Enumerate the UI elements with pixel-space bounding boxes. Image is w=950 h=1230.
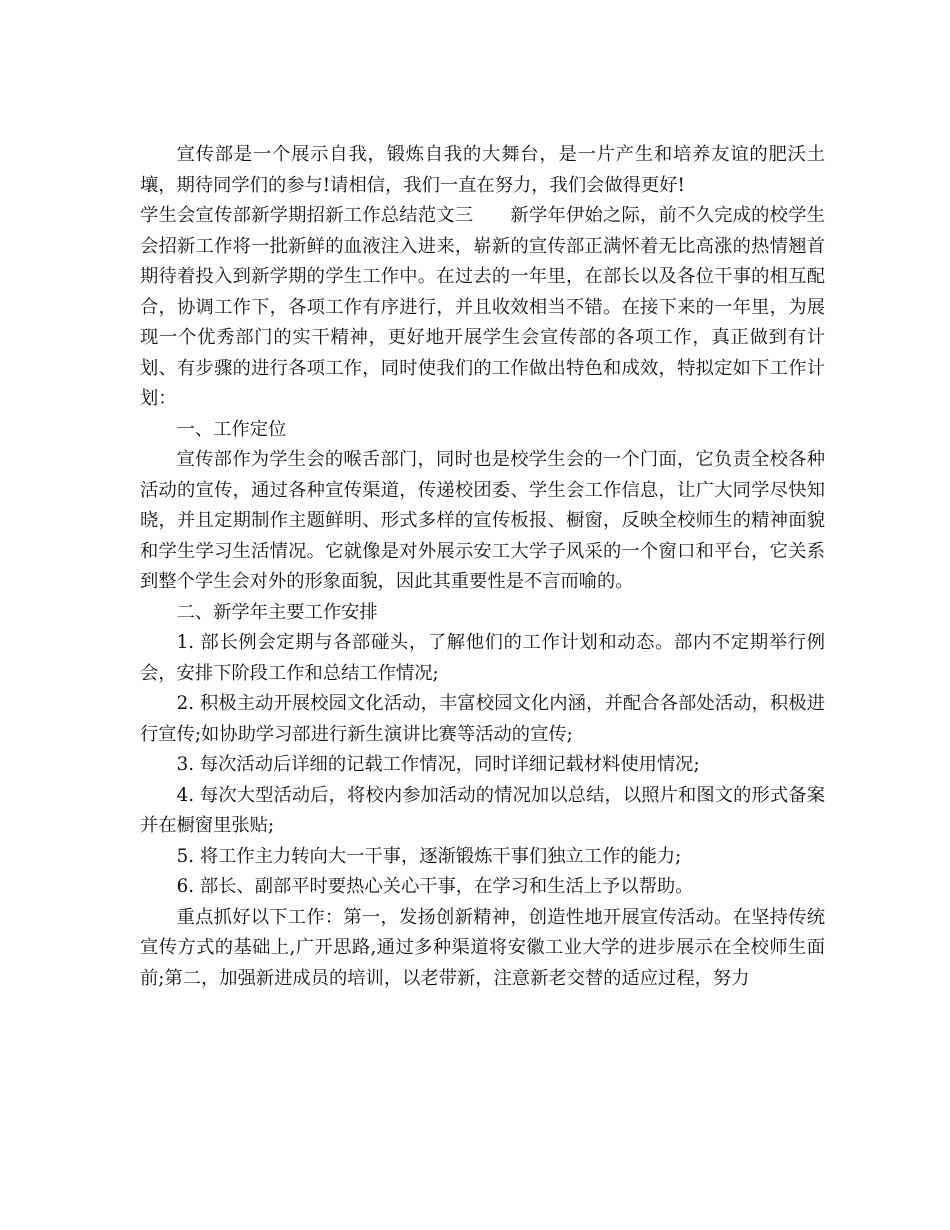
section-heading-positioning: 一、工作定位 [176,418,287,440]
paragraph-intro: 宣传部是一个展示自我，锻炼自我的大舞台，是一片产生和培养友谊的肥沃土壤，期待同学们的参与!请相信，我们一直在努力，我们会做得更好! [140,144,825,196]
list-item: 2. 积极主动开展校园文化活动，丰富校园文化内涵，并配合各部处活动，积极进行宣传;如协助学习部进行新生演讲比赛等活动的宣传; [140,693,825,745]
list-item: 6. 部长、副部平时要热心关心干事，在学习和生活上予以帮助。 [176,876,694,897]
section-heading-arrangements: 二、新学年主要工作安排 [176,601,378,623]
paragraph-summary-title: 学生会宣传部新学期招新工作总结范文三 新学年伊始之际，前不久完成的校学生会招新工作将一批新鲜的血液注入进来，崭新的宣传部正满怀着无比高涨的热情翘首期待着投入到新学期的学生工作中。在过去的一年里，在部长以及各位干事的相互配合，协调工作下，各项工作有序进行，并且收效相当不错。在接下来的一年里，为展现一个优秀部门的实干精神，更好地开展学生会宣传部的各项工作，真正做到有计划、有步骤的进行各项工作，同时使我们的工作做出特色和成效，特拟定如下工作计划： [140,205,825,409]
paragraph-key-work: 重点抓好以下工作：第一，发扬创新精神，创造性地开展宣传活动。在坚持传统宣传方式的基础上,广开思路,通过多种渠道将安徽工业大学的进步展示在全校师生面前;第二，加强新进成员的培训，以老带新，注意新老交替的适应过程，努力 [140,906,825,989]
document-body [140,140,825,994]
paragraph-positioning: 宣传部作为学生会的喉舌部门，同时也是校学生会的一个门面，它负责全校各种活动的宣传，通过各种宣传渠道，传递校团委、学生会工作信息，让广大同学尽快知晓，并且定期制作主题鲜明、形式多样的宣传板报、橱窗，反映全校师生的精神面貌和学生学习生活情况。它就像是对外展示安工大学子风采的一个窗口和平台，它关系到整个学生会对外的形象面貌，因此其重要性是不言而喻的。 [140,449,825,592]
list-item: 1. 部长例会定期与各部碰头，了解他们的工作计划和动态。部内不定期举行例会，安排下阶段工作和总结工作情况; [140,632,825,684]
list-item: 5. 将工作主力转向大一干事，逐渐锻炼干事们独立工作的能力; [176,845,682,867]
list-item: 3. 每次活动后详细的记载工作情况，同时详细记载材料使用情况; [176,754,700,775]
list-item: 4. 每次大型活动后，将校内参加活动的情况加以总结，以照片和图文的形式备案并在橱窗里张贴; [140,784,825,836]
